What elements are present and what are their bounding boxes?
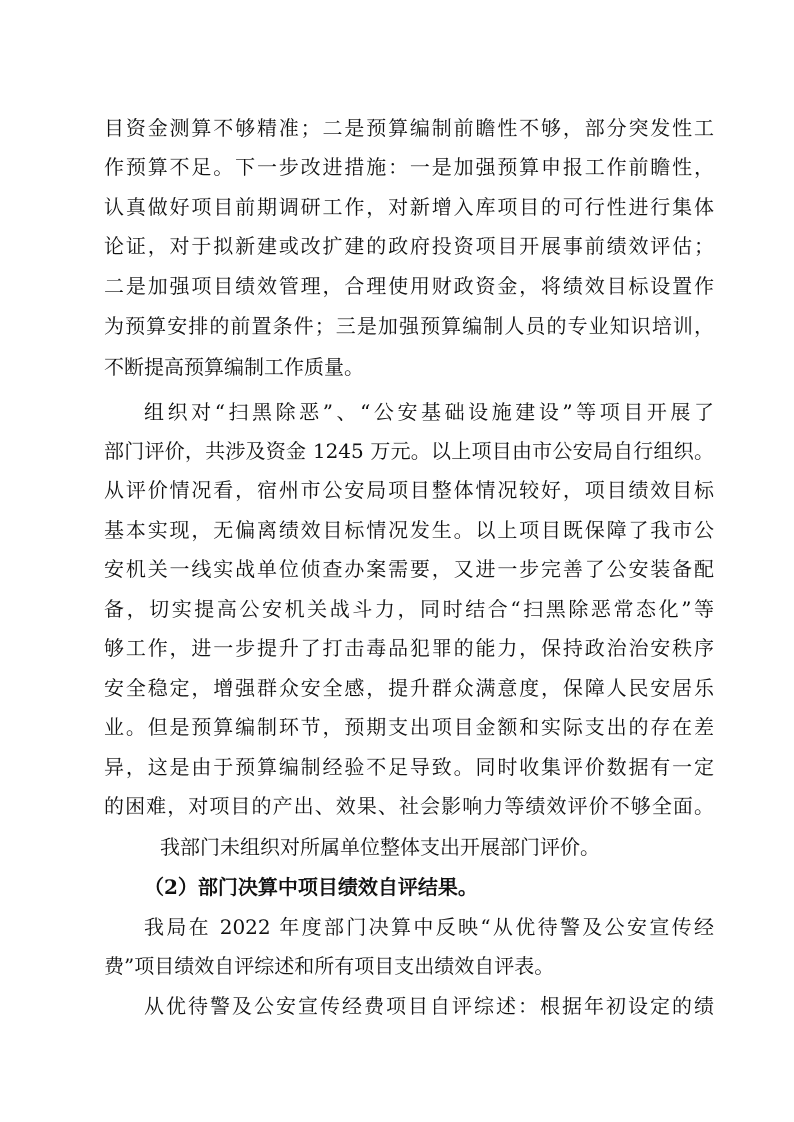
- body-text-line: 费”项目绩效自评综述和所有项目支出绩效自评表。: [104, 954, 555, 978]
- paragraph-first-line: 从优待警及公安宣传经费项目自评综述：根据年初设定的绩: [144, 994, 714, 1018]
- body-text-line: 业。但是预算编制环节，预期支出项目金额和实际支出的存在差: [104, 715, 714, 739]
- section-heading: （2）部门决算中项目绩效自评结果。: [144, 875, 478, 899]
- body-text-line: 异，这是由于预算编制经验不足导致。同时收集评价数据有一定: [104, 755, 714, 779]
- body-text-line: 目资金测算不够精准；二是预算编制前瞻性不够，部分突发性工: [104, 116, 714, 140]
- body-text-line: 安全稳定，增强群众安全感，提升群众满意度，保障人民安居乐: [104, 676, 714, 700]
- body-text-line: 基本实现，无偏离绩效目标情况发生。以上项目既保障了我市公: [104, 518, 714, 542]
- body-text-line: 够工作，进一步提升了打击毒品犯罪的能力，保持政治治安秩序: [104, 636, 714, 660]
- body-text-line: 作预算不足。下一步改进措施：一是加强预算申报工作前瞻性，: [104, 155, 714, 179]
- paragraph-first-line: 我局在 2022 年度部门决算中反映“从优待警及公安宣传经: [144, 915, 714, 939]
- body-text-line: 从评价情况看，宿州市公安局项目整体情况较好，项目绩效目标: [104, 478, 714, 502]
- body-text-line: 不断提高预算编制工作质量。: [104, 355, 364, 379]
- body-text-line: 论证，对于拟新建或改扩建的政府投资项目开展事前绩效评估；: [104, 234, 714, 258]
- body-text-line: 为预算安排的前置条件；三是加强预算编制人员的专业知识培训，: [104, 314, 714, 338]
- body-text-line: 认真做好项目前期调研工作，对新增入库项目的可行性进行集体: [104, 195, 714, 219]
- body-text-line: 二是加强项目绩效管理，合理使用财政资金，将绩效目标设置作: [104, 274, 714, 298]
- body-text-line: 安机关一线实战单位侦查办案需要，又进一步完善了公安装备配: [104, 557, 714, 581]
- paragraph-text: 我部门未组织对所属单位整体支出开展部门评价。: [160, 835, 600, 859]
- body-text-line: 的困难，对项目的产出、效果、社会影响力等绩效评价不够全面。: [104, 794, 714, 818]
- body-text-line: 部门评价，共涉及资金 1245 万元。以上项目由市公安局自行组织。: [104, 439, 714, 463]
- paragraph-first-line: 组织对“扫黑除恶”、“公安基础设施建设”等项目开展了: [144, 400, 714, 424]
- body-text-line: 备，切实提高公安机关战斗力，同时结合“扫黑除恶常态化”等: [104, 597, 714, 621]
